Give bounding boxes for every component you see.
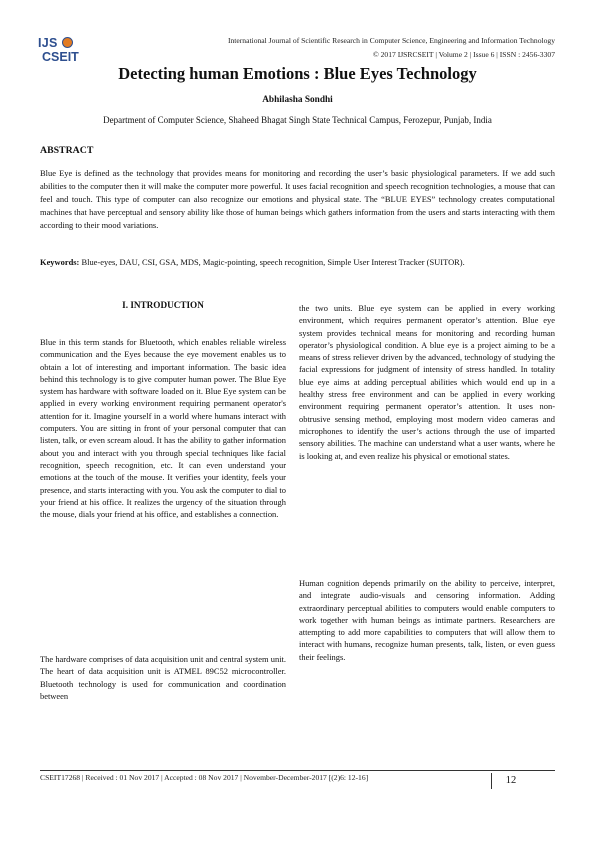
journal-issue: © 2017 IJSRCSEIT | Volume 2 | Issue 6 | ISSN : 2456-3307 (372, 50, 555, 59)
footer-divider (40, 770, 555, 771)
paper-author: Abhilasha Sondhi (262, 95, 333, 105)
intro-paragraph-3: the two units. Blue eye system can be applied in every working environment, which requires permanent operator’s attention. Blue eye system provides technical means for monitoring and recording human operator’s physiological condition. A blue eye is a project aiming to be a means of stress reliever driven by the advanced, technology of studying the facial expressions for judgment of intensity of stress handled. In totality blue eye aims at adding perceptual abilities which would end up in a healthy stress free environment and can be applied in every working environment requiring permanent operator’s attention. It uses non-obtrusive sensing method, employing most modern video cameras and microphones to identify the user’s actions through the use of imparted sensory abilities. The machine can understand what a user wants, where he is looking at, and even realize his physical or emotional states. (299, 303, 555, 461)
section-heading-introduction: I. INTRODUCTION (122, 300, 204, 310)
logo-text-bottom: CSEIT (42, 50, 79, 64)
logo-text-top: IJS (38, 36, 58, 50)
logo-emblem-icon (62, 37, 73, 48)
intro-paragraph-2: The hardware comprises of data acquisition unit and central system unit. The heart of data acquisition unit is ATMEL 89C52 microcontroller. Bluetooth technology is used for communication and coordination between (40, 654, 286, 701)
journal-name: International Journal of Scientific Research in Computer Science, Engineering and Information Technology (227, 36, 555, 45)
page-number: 12 (491, 773, 530, 789)
footer-citation: CSEIT17268 | Received : 01 Nov 2017 | Accepted : 08 Nov 2017 | November-December-2017 [(2)6: 12-16] (40, 773, 369, 782)
author-affiliation: Department of Computer Science, Shaheed Bhagat Singh State Technical Campus, Ferozepur, Punjab, India (103, 115, 492, 125)
keywords (40, 256, 555, 269)
intro-paragraph-4: Human cognition depends primarily on the ability to perceive, interpret, and integrate audio-visuals and censoring information. Adding extraordinary perceptual abilities to computers would enable computers to work together with human beings as intimate partners. Researchers are attempting to add more capabilities to computers that will allow them to interact with humans, recognize human presents, talk, listen, or even guess their feelings. (299, 578, 555, 662)
intro-paragraph-1: Blue in this term stands for Bluetooth, which enables reliable wireless communication and the Eyes because the eye movement enables us to obtain a lot of interesting and important information. The basic idea behind this technology is to give computer human power. The Blue Eye system has hardware with software loaded on it. Blue Eye system can be applied in every working environment requiring permanent operator's attention for it. Imagine yourself in a world where humans interact with computers. You are sitting in front of your personal computer that can listen, talk, or even scream aloud. It has the ability to gather information about you and interact with you through special techniques like facial recognition, speech recognition, etc. It can even understand your emotions at the touch of the mouse. It verifies your identity, feels your presence, and starts interacting with you. You ask the computer to dial to your friend at his office. It realizes the urgency of the situation through the mouse, dials your friend at his office, and establishes a connection. (40, 337, 286, 520)
keywords-text: Blue-eyes, DAU, CSI, GSA, MDS, Magic-pointing, speech recognition, Simple User Interest Tracker (SUITOR). (79, 257, 465, 267)
paper-title: Detecting human Emotions : Blue Eyes Technology (118, 64, 477, 83)
abstract-text: Blue Eye is defined as the technology that provides means for monitoring and recording the user’s basic physiological parameters. If we add such abilities to the computer then it will make the computer more powerful. It uses facial recognition and speech recognition technologies, a mouse that can feel and touch. This type of computer can also recognize our emotions and physical state. The “BLUE EYES” technology creates computational machines that have perceptual and sensory ability like those of human beings which gathers information from the users and starts interacting with them according to their mood variations. (40, 168, 555, 231)
keywords-label: Keywords: (40, 257, 80, 267)
abstract-heading: ABSTRACT (40, 145, 94, 156)
